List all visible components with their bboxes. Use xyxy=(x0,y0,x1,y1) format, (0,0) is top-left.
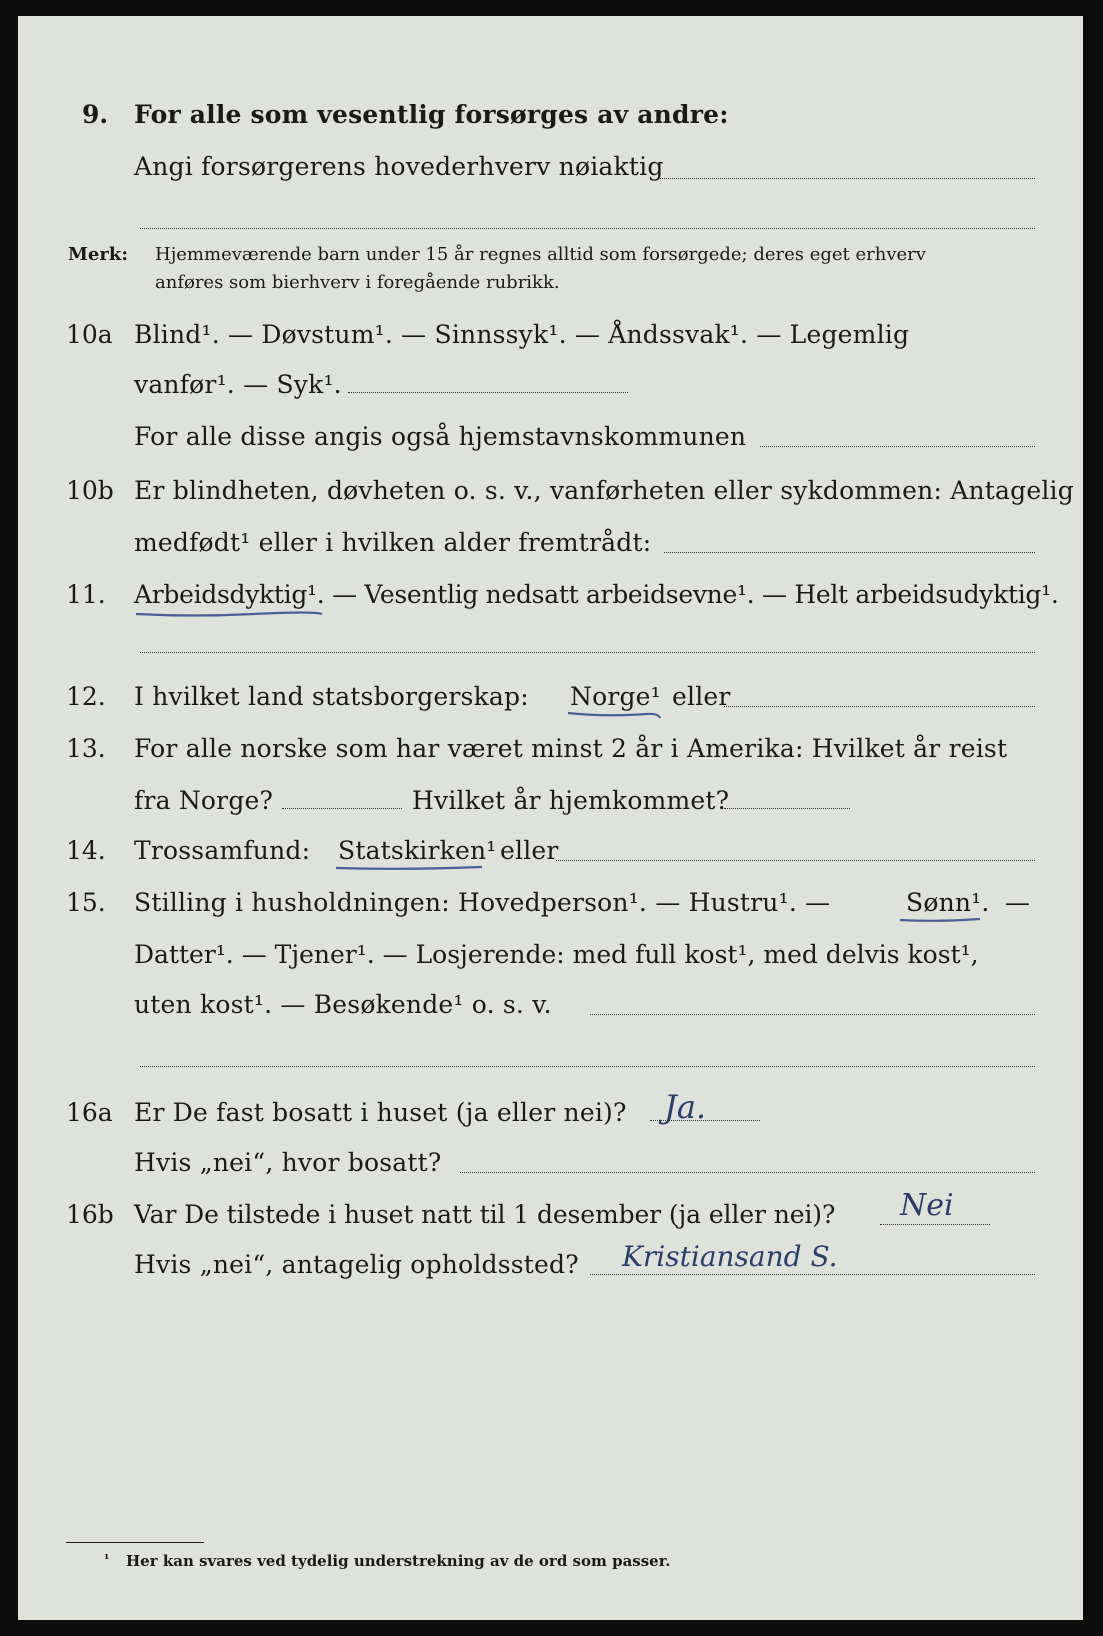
q9-heading: For alle som vesentlig forsørges av andre: xyxy=(134,100,729,129)
q10a-line-1: Blind¹. — Døvstum¹. — Sinnssyk¹. — Åndssvak¹. — Legemlig xyxy=(134,320,910,349)
merk-label: Merk: xyxy=(68,244,128,265)
q10a-answer-line[interactable] xyxy=(348,392,628,393)
q11-line-1: Arbeidsdyktig¹. — Vesentlig nedsatt arbeidsevne¹. — Helt arbeidsudyktig¹. xyxy=(134,580,1059,609)
q15-line-1a: Stilling i husholdningen: Hovedperson¹. — Hustru¹. — xyxy=(134,888,831,917)
merk-line-2: anføres som bierhverv i foregående rubrikk. xyxy=(155,272,560,293)
q14-answer-line[interactable] xyxy=(556,860,1035,861)
footnote-mark: ¹ xyxy=(104,1552,110,1566)
q9-prompt: Angi forsørgerens hovederhverv nøiaktig xyxy=(134,152,664,181)
q12-answer-line[interactable] xyxy=(724,706,1035,707)
q16b-opholdssted-line[interactable] xyxy=(590,1274,1035,1275)
q16b-handwritten-place: Kristiansand S. xyxy=(622,1240,838,1273)
footnote-text: Her kan svares ved tydelig understrekning av de ord som passer. xyxy=(126,1552,671,1570)
q15-line-2: Datter¹. — Tjener¹. — Losjerende: med full kost¹, med delvis kost¹, xyxy=(134,940,979,969)
q10b-number: 10b xyxy=(66,476,114,505)
footnote-rule xyxy=(66,1542,204,1543)
q15-line-3: uten kost¹. — Besøkende¹ o. s. v. xyxy=(134,990,552,1019)
q12-number: 12. xyxy=(66,682,106,711)
q16b-handwritten-answer: Nei xyxy=(900,1188,954,1223)
q13-line-1: For alle norske som har været minst 2 år i Amerika: Hvilket år reist xyxy=(134,734,1008,763)
q13-reist-line[interactable] xyxy=(282,808,402,809)
q13-line-2b: Hvilket år hjemkommet? xyxy=(412,786,730,815)
q16b-line-2: Hvis „nei“, antagelig opholdssted? xyxy=(134,1250,579,1279)
q16a-number: 16a xyxy=(66,1098,113,1127)
q13-hjemkommet-line[interactable] xyxy=(724,808,850,809)
q16b-line-1: Var De tilstede i huset natt til 1 desember (ja eller nei)? xyxy=(134,1200,836,1229)
q16a-line-2: Hvis „nei“, hvor bosatt? xyxy=(134,1148,442,1177)
merk-line-1: Hjemmeværende barn under 15 år regnes alltid som forsørgede; deres eget erhverv xyxy=(155,244,926,265)
q9-answer-line[interactable] xyxy=(660,178,1035,179)
q14-option-statskirken[interactable]: Statskirken¹ xyxy=(338,836,497,865)
q15-number: 15. xyxy=(66,888,106,917)
q12-option-norge[interactable]: Norge¹ xyxy=(570,682,661,711)
q16a-bosatt-line[interactable] xyxy=(460,1172,1035,1173)
q12-eller: eller xyxy=(672,682,731,711)
q16b-number: 16b xyxy=(66,1200,114,1229)
q11-underline-mark xyxy=(134,610,324,616)
q13-line-2a: fra Norge? xyxy=(134,786,274,815)
q12-underline-mark xyxy=(566,710,662,716)
q15-line-1c: — xyxy=(1005,888,1031,917)
q16a-handwritten-answer: Ja. xyxy=(664,1088,707,1126)
q14-label: Trossamfund: xyxy=(134,836,311,865)
q10a-line-2: vanfør¹. — Syk¹. xyxy=(134,370,342,399)
q15-underline-mark xyxy=(898,916,982,922)
q10b-answer-line[interactable] xyxy=(664,552,1035,553)
q10a-line-3: For alle disse angis også hjemstavnskommunen xyxy=(134,422,747,451)
q15-answer-line[interactable] xyxy=(590,1014,1035,1015)
q12-label: I hvilket land statsborgerskap: xyxy=(134,682,529,711)
q14-eller: eller xyxy=(500,836,559,865)
q11-answer-line[interactable] xyxy=(140,652,1035,653)
q9-answer-line-2[interactable] xyxy=(140,228,1035,229)
q10a-number: 10a xyxy=(66,320,113,349)
q16a-line-1: Er De fast bosatt i huset (ja eller nei)? xyxy=(134,1098,627,1127)
q10b-line-2: medfødt¹ eller i hvilken alder fremtrådt: xyxy=(134,528,652,557)
q16b-answer-line[interactable] xyxy=(880,1224,990,1225)
q14-underline-mark xyxy=(334,864,484,870)
q14-number: 14. xyxy=(66,836,106,865)
q13-number: 13. xyxy=(66,734,106,763)
q10a-hjemstavn-line[interactable] xyxy=(760,446,1035,447)
q15-option-sonn[interactable]: Sønn¹. xyxy=(906,888,990,917)
q9-number: 9. xyxy=(82,100,109,129)
q11-number: 11. xyxy=(66,580,106,609)
q15-answer-line-2[interactable] xyxy=(140,1066,1035,1067)
q10b-line-1: Er blindheten, døvheten o. s. v., vanførheten eller sykdommen: Antagelig xyxy=(134,476,1074,505)
